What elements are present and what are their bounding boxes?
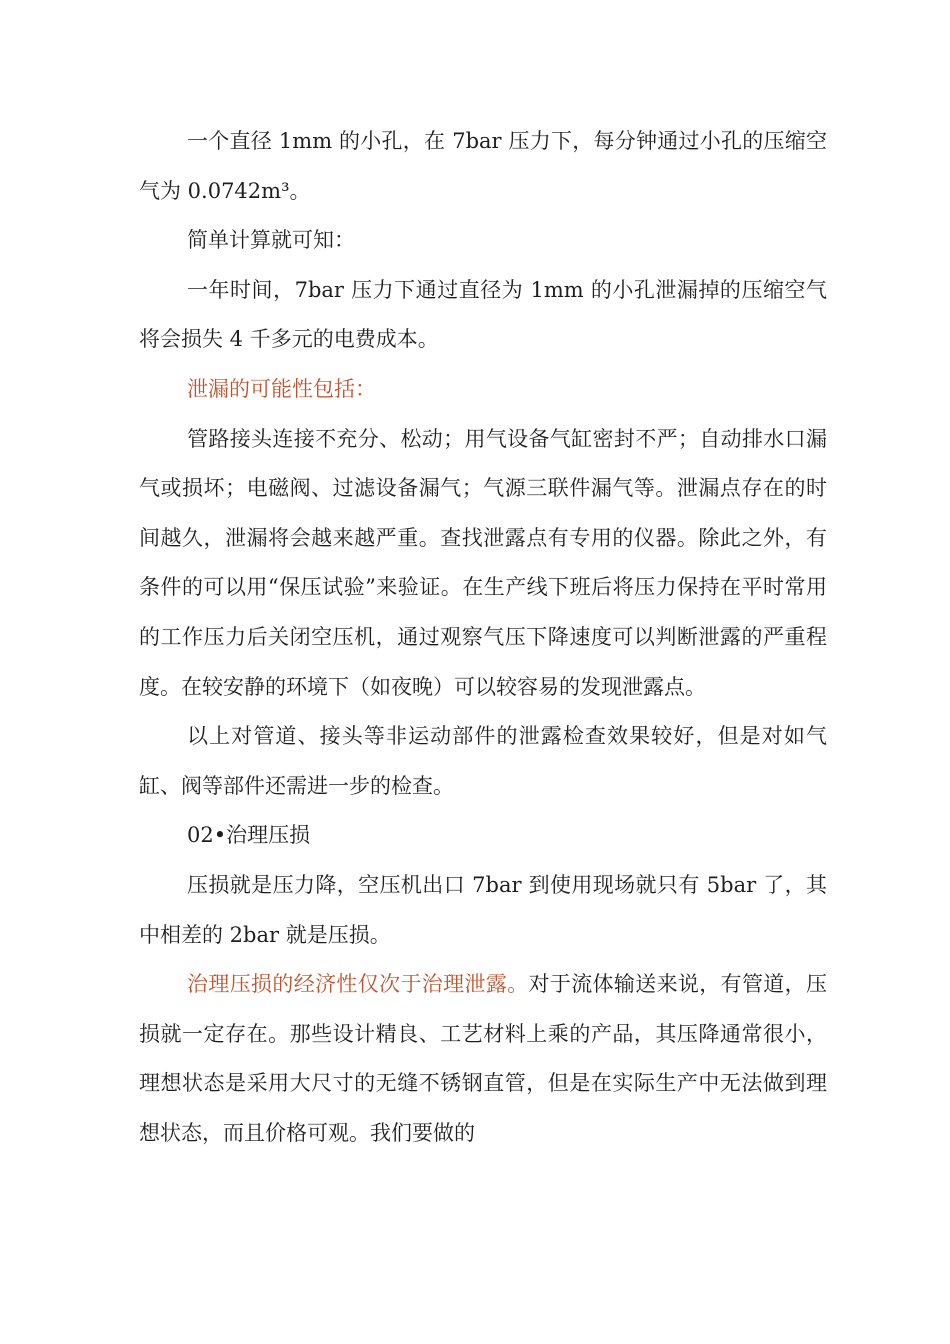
paragraph-text: 一年时间，7bar 压力下通过直径为 1mm 的小孔泄漏掉的压缩空气将会损失 4 千多元的电费成本。 [139,277,827,352]
paragraph [139,960,827,1158]
paragraph-text: 管路接头连接不充分、松动；用气设备气缸密封不严；自动排水口漏气或损坏；电磁阀、过滤设备漏气；气源三联件漏气等。泄漏点存在的时间越久，泄漏将会越来越严重。查找泄露点有专用的仪器。除此之外，有条件的可以用“保压试验”来验证。在生产线下班后将压力保持在平时常用的工作压力后关闭空压机，通过观察气压下降速度可以判断泄露的严重程度。在较安静的环境下（如夜晚）可以较容易的发现泄露点。 [139,426,827,699]
paragraph [139,117,827,216]
paragraph-text: 以上对管道、接头等非运动部件的泄露检查效果较好，但是对如气缸、阀等部件还需进一步的检查。 [139,724,827,798]
paragraph [139,712,827,811]
document-body [139,117,827,1158]
highlighted-text: 泄漏的可能性包括： [187,376,376,401]
paragraph-text: 简单计算就可知： [187,228,355,253]
section-heading-pressure-loss [139,811,827,861]
section-heading-leak-causes [139,365,827,415]
paragraph-text: 一个直径 1mm 的小孔，在 7bar 压力下，每分钟通过小孔的压缩空气为 0.0742m³。 [139,129,827,203]
paragraph [139,216,827,266]
paragraph [139,861,827,960]
paragraph-text: 对于流体输送来说，有管道，压损就一定存在。那些设计精良、工艺材料上乘的产品，其压降通常很小，理想状态是采用大尺寸的无缝不锈钢直管，但是在实际生产中无法做到理想状态，而且价格可观。我们要做的 [139,972,827,1145]
highlighted-text: 治理压损的经济性仅次于治理泄露。 [187,972,529,997]
paragraph-text: 02•治理压损 [187,823,311,848]
paragraph-text: 压损就是压力降，空压机出口 7bar 到使用现场就只有 5bar 了，其中相差的 2bar 就是压损。 [139,872,827,947]
paragraph [139,266,827,365]
paragraph [139,415,827,713]
